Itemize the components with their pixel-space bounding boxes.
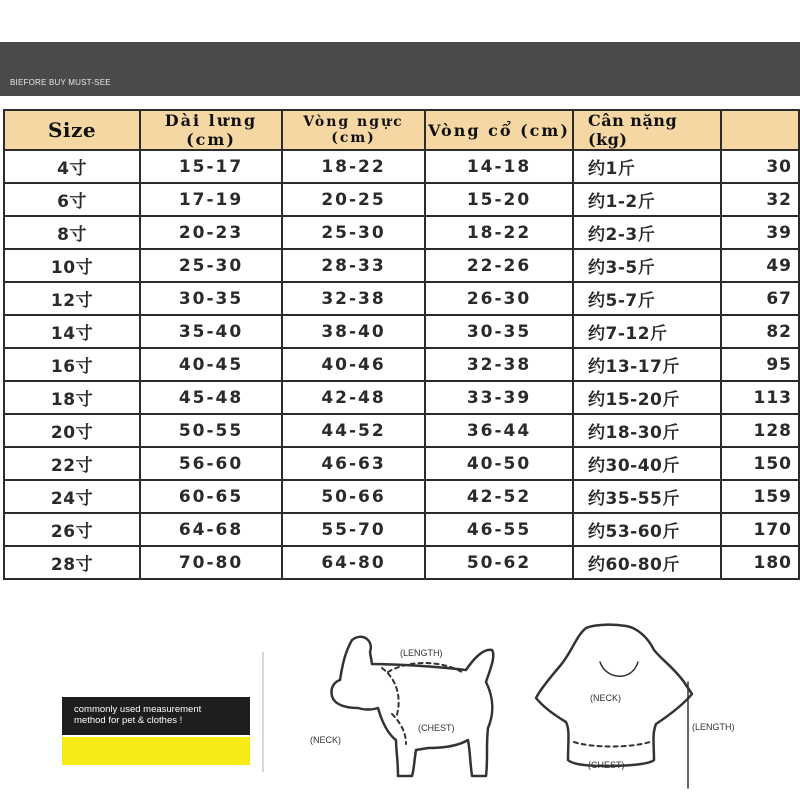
table-cell: 128 <box>721 414 799 447</box>
table-header-cell <box>721 110 799 150</box>
table-cell: 15-20 <box>425 183 573 216</box>
table-cell: 39 <box>721 216 799 249</box>
table-cell: 33-39 <box>425 381 573 414</box>
table-cell: 46-55 <box>425 513 573 546</box>
table-cell: 25-30 <box>282 216 425 249</box>
table-cell: 50-55 <box>140 414 282 447</box>
table-cell: 26-30 <box>425 282 573 315</box>
table-row <box>4 447 799 480</box>
table-cell: 28-33 <box>282 249 425 282</box>
table-cell: 40-45 <box>140 348 282 381</box>
table-cell: 约13-17斤 <box>573 348 721 381</box>
table-cell: 约35-55斤 <box>573 480 721 513</box>
table-header-cell: Vòng cổ (cm) <box>425 110 573 150</box>
table-cell: 70-80 <box>140 546 282 579</box>
table-row <box>4 513 799 546</box>
table-row <box>4 480 799 513</box>
table-cell: 150 <box>721 447 799 480</box>
table-cell: 180 <box>721 546 799 579</box>
dog-neck-line <box>382 668 399 718</box>
dog-length-label: (LENGTH) <box>400 648 443 658</box>
table-cell: 约1斤 <box>573 150 721 183</box>
table-cell: 67 <box>721 282 799 315</box>
table-cell: 20-25 <box>282 183 425 216</box>
table-cell: 32-38 <box>282 282 425 315</box>
dog-chest-label: (CHEST) <box>418 723 455 733</box>
table-cell: 10寸 <box>4 249 140 282</box>
table-cell: 4寸 <box>4 150 140 183</box>
clothes-neck-label: (NECK) <box>590 693 621 703</box>
clothes-length-label: (LENGTH) <box>692 722 735 732</box>
table-row <box>4 381 799 414</box>
table-cell: 约15-20斤 <box>573 381 721 414</box>
table-cell: 25-30 <box>140 249 282 282</box>
table-cell: 159 <box>721 480 799 513</box>
table-cell: 约60-80斤 <box>573 546 721 579</box>
table-cell: 30-35 <box>140 282 282 315</box>
dog-neck-label: (NECK) <box>310 735 341 745</box>
measurement-diagrams <box>0 610 800 800</box>
table-cell: 18-22 <box>282 150 425 183</box>
table-cell: 6寸 <box>4 183 140 216</box>
table-header-cell: Vòng ngực (cm) <box>282 110 425 150</box>
clothes-chest-label: (CHEST) <box>588 760 625 770</box>
table-row <box>4 282 799 315</box>
table-cell: 38-40 <box>282 315 425 348</box>
size-table <box>3 109 800 580</box>
table-cell: 20寸 <box>4 414 140 447</box>
table-cell: 170 <box>721 513 799 546</box>
table-cell: 60-65 <box>140 480 282 513</box>
table-cell: 约53-60斤 <box>573 513 721 546</box>
table-cell: 44-52 <box>282 414 425 447</box>
table-header-row <box>4 110 799 150</box>
table-cell: 55-70 <box>282 513 425 546</box>
table-cell: 113 <box>721 381 799 414</box>
table-cell: 35-40 <box>140 315 282 348</box>
table-header-cell: Dài lưng (cm) <box>140 110 282 150</box>
table-cell: 40-50 <box>425 447 573 480</box>
table-cell: 95 <box>721 348 799 381</box>
table-cell: 约1-2斤 <box>573 183 721 216</box>
table-cell: 42-48 <box>282 381 425 414</box>
table-cell: 16寸 <box>4 348 140 381</box>
table-cell: 50-66 <box>282 480 425 513</box>
table-cell: 32 <box>721 183 799 216</box>
table-row <box>4 348 799 381</box>
table-cell: 22寸 <box>4 447 140 480</box>
table-cell: 约30-40斤 <box>573 447 721 480</box>
table-cell: 56-60 <box>140 447 282 480</box>
table-row <box>4 414 799 447</box>
clothes-chest-line <box>574 742 650 747</box>
table-cell: 约3-5斤 <box>573 249 721 282</box>
table-cell: 36-44 <box>425 414 573 447</box>
table-cell: 82 <box>721 315 799 348</box>
clothes-neck-line <box>600 662 638 676</box>
table-cell: 约2-3斤 <box>573 216 721 249</box>
table-cell: 15-17 <box>140 150 282 183</box>
table-cell: 18-22 <box>425 216 573 249</box>
table-cell: 14-18 <box>425 150 573 183</box>
table-cell: 22-26 <box>425 249 573 282</box>
table-cell: 32-38 <box>425 348 573 381</box>
table-header-cell: Size <box>4 110 140 150</box>
table-cell: 约5-7斤 <box>573 282 721 315</box>
top-banner <box>0 42 800 96</box>
table-cell: 14寸 <box>4 315 140 348</box>
table-cell: 42-52 <box>425 480 573 513</box>
table-header-cell: Cân nặng (kg) <box>573 110 721 150</box>
table-row <box>4 249 799 282</box>
table-row <box>4 183 799 216</box>
table-cell: 20-23 <box>140 216 282 249</box>
table-cell: 30 <box>721 150 799 183</box>
table-row <box>4 546 799 579</box>
table-cell: 64-80 <box>282 546 425 579</box>
table-cell: 50-62 <box>425 546 573 579</box>
table-cell: 40-46 <box>282 348 425 381</box>
table-cell: 17-19 <box>140 183 282 216</box>
table-cell: 约7-12斤 <box>573 315 721 348</box>
table-cell: 45-48 <box>140 381 282 414</box>
table-cell: 28寸 <box>4 546 140 579</box>
table-cell: 46-63 <box>282 447 425 480</box>
table-row <box>4 216 799 249</box>
method-line-2: method for pet & clothes ! <box>74 715 183 726</box>
table-cell: 约18-30斤 <box>573 414 721 447</box>
table-cell: 18寸 <box>4 381 140 414</box>
table-cell: 12寸 <box>4 282 140 315</box>
table-cell: 49 <box>721 249 799 282</box>
table-cell: 24寸 <box>4 480 140 513</box>
table-cell: 8寸 <box>4 216 140 249</box>
table-row <box>4 150 799 183</box>
table-cell: 64-68 <box>140 513 282 546</box>
table-cell: 30-35 <box>425 315 573 348</box>
table-row <box>4 315 799 348</box>
method-line-1: commonly used measurement <box>74 704 202 715</box>
table-cell: 26寸 <box>4 513 140 546</box>
banner-text: BIEFORE BUY MUST-SEE <box>10 78 111 87</box>
